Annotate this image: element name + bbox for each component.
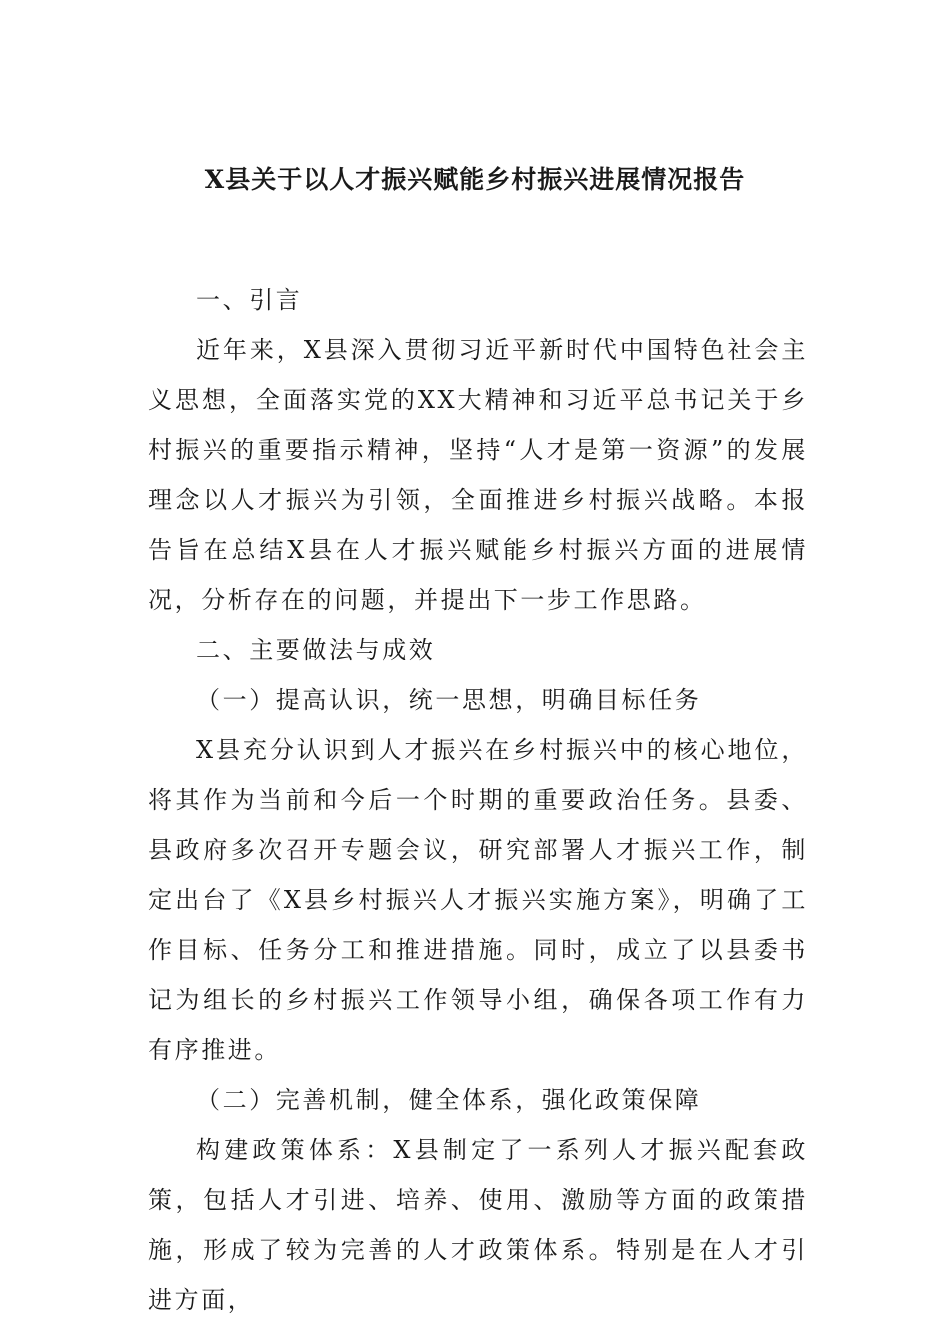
paragraph-subsection-2: 构建政策体系：X县制定了一系列人才振兴配套政策，包括人才引进、培养、使用、激励等方面的政策措施，形成了较为完善的人才政策体系。特别是在人才引进方面， bbox=[148, 1136, 808, 1314]
document-body bbox=[148, 275, 808, 1325]
subsection-heading-2: （二）完善机制，健全体系，强化政策保障 bbox=[196, 1086, 702, 1114]
paragraph-introduction: 近年来，X县深入贯彻习近平新时代中国特色社会主义思想，全面落实党的XX大精神和习近平总书记关于乡村振兴的重要指示精神，坚持“人才是第一资源”的发展理念以人才振兴为引领，全面推进乡村振兴战略。本报告旨在总结X县在人才振兴赋能乡村振兴方面的进展情况，分析存在的问题，并提出下一步工作思路。 bbox=[148, 336, 808, 614]
paragraph-subsection-1: X县充分认识到人才振兴在乡村振兴中的核心地位，将其作为当前和今后一个时期的重要政治任务。县委、县政府多次召开专题会议，研究部署人才振兴工作，制定出台了《X县乡村振兴人才振兴实施方案》，明确了工作目标、任务分工和推进措施。同时，成立了以县委书记为组长的乡村振兴工作领导小组，确保各项工作有力有序推进。 bbox=[148, 736, 808, 1064]
section-heading-practices: 二、主要做法与成效 bbox=[196, 636, 436, 664]
section-heading-introduction: 一、引言 bbox=[196, 286, 303, 314]
document-title: X县关于以人才振兴赋能乡村振兴进展情况报告 bbox=[204, 165, 746, 194]
subsection-heading-1: （一）提高认识，统一思想，明确目标任务 bbox=[196, 686, 702, 714]
